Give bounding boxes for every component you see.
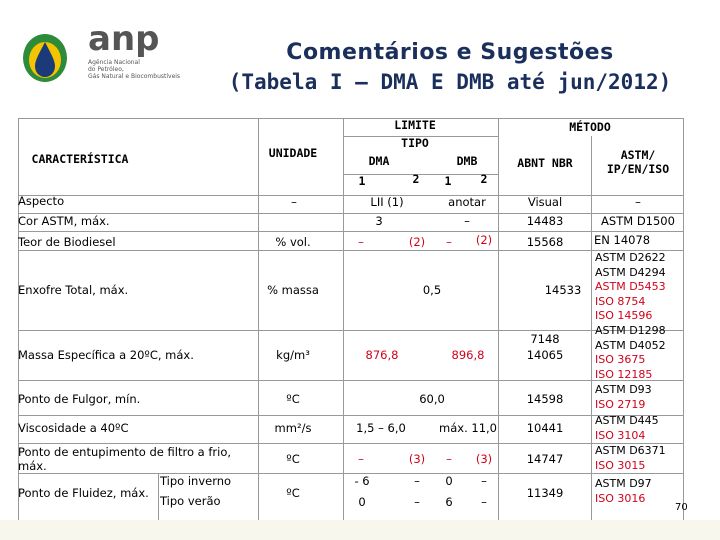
row-biodiesel-abnt: 15568 [526,235,564,249]
row-fluidez-w-dma1: - 6 [354,474,370,488]
row-aspecto-name: Aspecto [18,194,65,208]
row-cor-astm: ASTM D1500 [601,214,675,228]
row-massa-dma: 876,8 [365,348,399,362]
page-number: 70 [675,502,688,513]
row-fluidez-w-dmb2: – [481,474,487,488]
header-limite: LIMITE [394,118,436,132]
row-viscosidade-methods: ASTM D445 ISO 3104 [595,414,659,442]
row-enxofre-unit: % massa [267,283,319,297]
row-massa-name: Massa Específica a 20ºC, máx. [18,348,194,362]
row-viscosidade-name: Viscosidade a 40ºC [18,421,129,435]
footer-bar [0,520,720,540]
header-dma: DMA [368,154,390,168]
row-aspecto-unit: – [291,195,297,209]
row-aspecto-dma: LII (1) [370,195,404,209]
header-caracteristica: CARACTERÍSTICA [31,152,129,166]
logo-mark-text: anp [88,20,160,59]
row-entupimento-methods: ASTM D6371 ISO 3015 [595,444,666,472]
row-biodiesel-dma2: (2) [408,235,426,249]
row-biodiesel-unit: % vol. [275,235,311,249]
row-cor-name: Cor ASTM, máx. [18,214,110,228]
row-entupimento-name: Ponto de entupimento de filtro a frio, máx. [18,445,232,473]
header-dma-2: 2 [412,172,420,186]
row-viscosidade-dma: 1,5 – 6,0 [356,421,406,435]
page-title: Comentários e Sugestões [286,40,614,65]
row-viscosidade-unit: mm²/s [274,421,312,435]
row-fluidez-methods: ASTM D97 ISO 3016 [595,477,652,505]
row-cor-abnt: 14483 [526,214,564,228]
row-entupimento-dmb1: – [446,452,452,466]
row-aspecto-dmb: anotar [448,195,486,209]
row-biodiesel-dma1: – [358,235,364,249]
row-fluidez-sub2: Tipo verão [160,494,221,508]
row-fulgor-value: 60,0 [419,392,445,406]
header-unidade: UNIDADE [268,146,318,160]
svg-text:Agência Nacional: Agência Nacional [88,59,140,66]
header-dmb-1: 1 [444,174,452,188]
svg-text:do Petróleo,: do Petróleo, [88,66,124,73]
anp-logo [20,20,195,90]
header-metodo: MÉTODO [569,120,611,134]
row-fluidez-name: Ponto de Fluidez, máx. [18,486,149,500]
row-fluidez-sub1: Tipo inverno [160,474,232,488]
row-enxofre-name: Enxofre Total, máx. [18,283,129,297]
row-cor-dmb: – [464,214,470,228]
row-fulgor-unit: ºC [286,392,300,406]
row-fluidez-w-dmb1: 0 [445,474,453,488]
page-subtitle: (Tabela I – DMA E DMB até jun/2012) [228,70,672,94]
row-enxofre-value: 0,5 [422,283,442,297]
row-massa-dmb: 896,8 [451,348,485,362]
row-fluidez-s-dma2: – [414,495,420,509]
header-dma-1: 1 [358,174,366,188]
svg-text:Gás Natural e Biocombustíveis: Gás Natural e Biocombustíveis [88,73,181,80]
row-viscosidade-dmb: máx. 11,0 [439,421,497,435]
row-biodiesel-dmb1: – [446,235,452,249]
row-biodiesel-dmb2: (2) [475,233,493,247]
specification-table [18,118,683,520]
header-abnt: ABNT NBR [517,156,573,170]
row-entupimento-dmb2: (3) [475,452,493,466]
row-entupimento-dma1: – [358,452,364,466]
header-dmb-2: 2 [480,172,488,186]
row-fluidez-abnt: 11349 [526,486,564,500]
header-astm: ASTM/ IP/EN/ISO [606,148,670,176]
header-dmb: DMB [456,154,478,168]
row-fluidez-s-dmb2: – [481,495,487,509]
row-cor-dma: 3 [375,214,383,228]
row-massa-unit: kg/m³ [276,348,310,362]
row-fulgor-name: Ponto de Fulgor, mín. [18,392,141,406]
row-aspecto-abnt: Visual [527,195,563,209]
row-entupimento-abnt: 14747 [526,452,564,466]
row-fulgor-methods: ASTM D93 ISO 2719 [595,383,652,411]
row-massa-abnt1: 7148 [530,332,560,346]
row-enxofre-methods: ASTM D2622 ASTM D4294 ASTM D5453 ISO 8754 ISO 14596 [595,251,666,322]
row-entupimento-dma2: (3) [408,452,426,466]
row-biodiesel-name: Teor de Biodiesel [18,235,116,249]
row-massa-methods: ASTM D1298 ASTM D4052 ISO 3675 ISO 12185 [595,324,666,381]
row-enxofre-abnt: 14533 [544,283,582,297]
row-fulgor-abnt: 14598 [526,392,564,406]
row-fluidez-w-dma2: – [414,474,420,488]
row-aspecto-astm: – [635,195,641,209]
row-fluidez-s-dma1: 0 [358,495,366,509]
row-entupimento-unit: ºC [286,452,300,466]
row-fluidez-unit: ºC [286,486,300,500]
row-massa-abnt2: 14065 [526,348,564,362]
row-biodiesel-astm: EN 14078 [594,233,651,247]
row-fluidez-s-dmb1: 6 [445,495,453,509]
header-tipo: TIPO [401,136,429,150]
row-viscosidade-abnt: 10441 [526,421,564,435]
